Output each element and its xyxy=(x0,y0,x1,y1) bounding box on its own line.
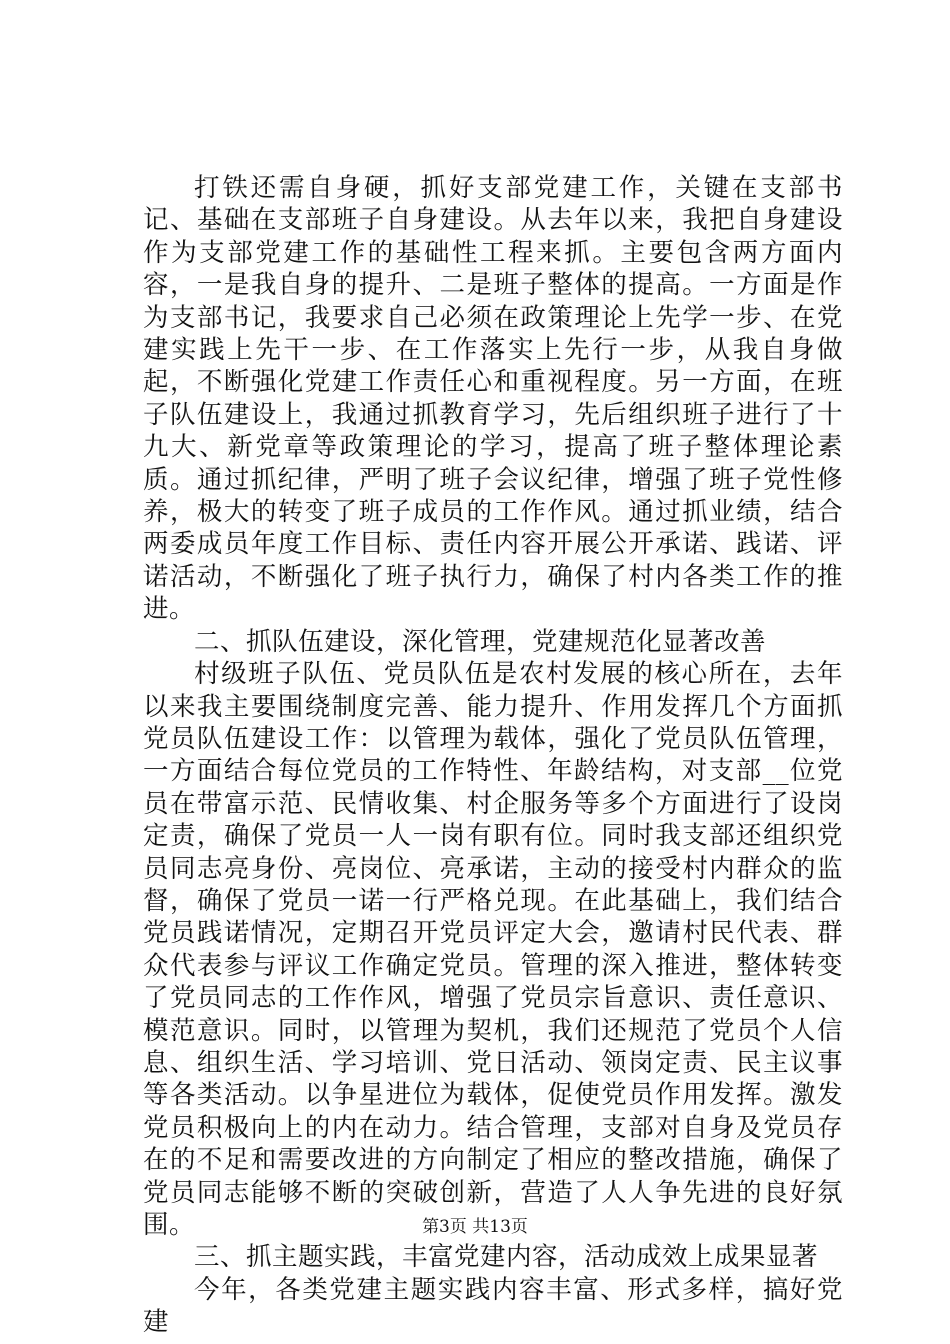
page-number-footer: 第3页 共13页 xyxy=(422,1217,528,1237)
section-heading-2: 二、抓队伍建设，深化管理，党建规范化显著改善 xyxy=(194,626,767,657)
paragraph-theme-practice: 今年，各类党建主题实践内容丰富、形式多样，搞好党建 xyxy=(143,1274,843,1338)
section-heading-3: 三、抓主题实践，丰富党建内容，活动成效上成果显著 xyxy=(194,1242,819,1273)
paragraph-team-building: 村级班子队伍、党员队伍是农村发展的核心所在，去年以来我主要围绕制度完善、能力提升、作用发挥几个方面抓党员队伍建设工作：以管理为载体，强化了党员队伍管理，一方面结合每位党员的工作特性、年龄结构，对支部__位党员在带富示范、民情收集、村企服务等多个方面进行了设岗定责，确保了党员一人一岗有职有位。同时我支部还组织党员同志亮身份、亮岗位、亮承诺，主动的接受村内群众的监督，确保了党员一诺一行严格兑现。在此基础上，我们结合党员践诺情况，定期召开党员评定大会，邀请村民代表、群众代表参与评议工作确定党员。管理的深入推进，整体转变了党员同志的工作作风，增强了党员宗旨意识、责任意识、模范意识。同时，以管理为契机，我们还规范了党员个人信息、组织生活、学习培训、党日活动、领岗定责、民主议事等各类活动。以争星进位为载体，促使党员作用发挥。激发党员积极向上的内在动力。结合管理，支部对自身及党员存在的不足和需要改进的方向制定了相应的整改措施，确保了党员同志能够不断的突破创新，营造了人人争先进的良好氛围。 xyxy=(143,659,843,1240)
document-body xyxy=(143,172,843,1339)
paragraph-self-building: 打铁还需自身硬，抓好支部党建工作，关键在支部书记、基础在支部班子自身建设。从去年以来，我把自身建设作为支部党建工作的基础性工程来抓。主要包含两方面内容，一是我自身的提升、二是班子整体的提高。一方面是作为支部书记，我要求自己必须在政策理论上先学一步、在党建实践上先干一步、在工作落实上先行一步，从我自身做起，不断强化党建工作责任心和重视程度。另一方面，在班子队伍建设上，我通过抓教育学习，先后组织班子进行了十九大、新党章等政策理论的学习，提高了班子整体理论素质。通过抓纪律，严明了班子会议纪律，增强了班子党性修养，极大的转变了班子成员的工作作风。通过抓业绩，结合两委成员年度工作目标、责任内容开展公开承诺、践诺、评诺活动，不断强化了班子执行力，确保了村内各类工作的推进。 xyxy=(143,173,843,625)
